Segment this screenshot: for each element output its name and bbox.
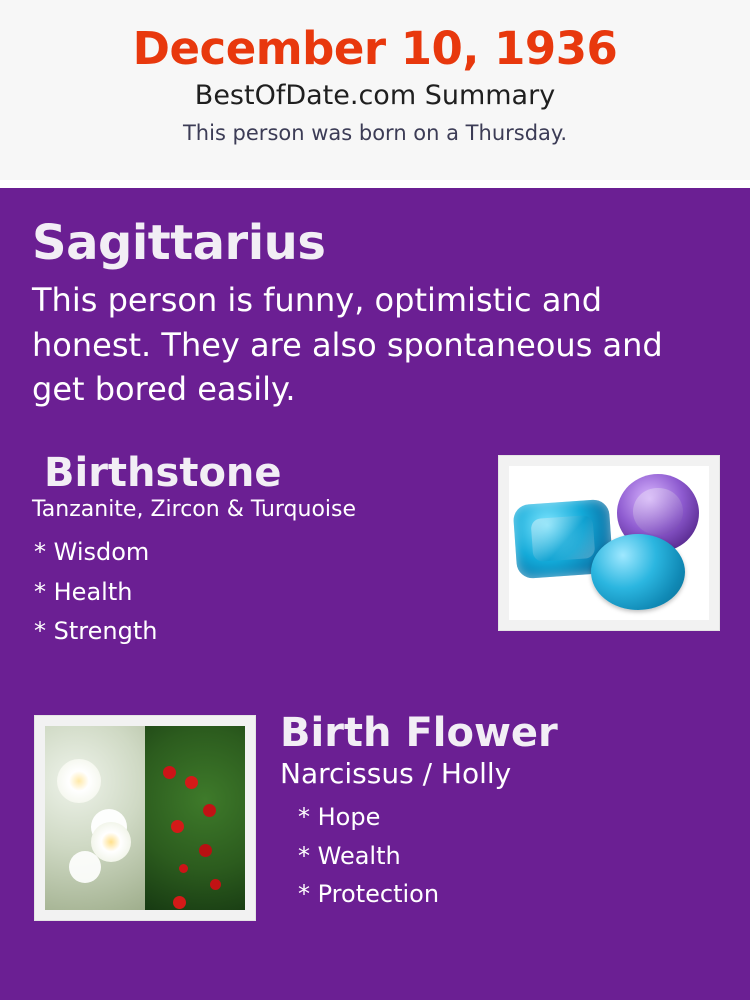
birthstone-trait: * Wisdom xyxy=(34,538,150,567)
birthstone-image xyxy=(498,455,720,631)
birthstone-image-inner xyxy=(509,466,709,620)
birth-flower-section xyxy=(30,711,720,941)
narcissus-photo-icon xyxy=(45,726,145,910)
birthstone-title: Birthstone xyxy=(44,449,282,496)
header xyxy=(0,0,750,184)
birth-flower-trait: * Protection xyxy=(298,880,440,909)
site-name: BestOfDate.com Summary xyxy=(194,80,556,112)
birth-flower-names: Narcissus / Holly xyxy=(280,756,512,790)
gem-turquoise-cabochon-icon xyxy=(591,534,685,610)
birthstone-trait: * Strength xyxy=(34,617,158,646)
page-title: December 10, 1936 xyxy=(132,22,618,75)
birthstone-trait: * Health xyxy=(34,577,133,606)
birthstone-text xyxy=(30,451,490,645)
zodiac-description: This person is funny, optimistic and honest. They are also spontaneous and get bored easily. xyxy=(32,281,663,408)
birthstone-section xyxy=(30,451,720,681)
main-content xyxy=(0,188,750,1000)
birth-flower-trait: * Wealth xyxy=(298,841,401,870)
birth-flower-text xyxy=(280,711,720,908)
birth-flower-image xyxy=(34,715,256,921)
birth-flower-image-inner xyxy=(45,726,245,910)
birth-flower-title: Birth Flower xyxy=(280,709,558,756)
holly-photo-icon xyxy=(145,726,245,910)
birth-day-note: This person was born on a Thursday. xyxy=(182,120,568,145)
birth-flower-trait: * Hope xyxy=(298,803,381,832)
birthstone-names: Tanzanite, Zircon & Turquoise xyxy=(32,496,357,522)
zodiac-sign-title: Sagittarius xyxy=(32,215,326,271)
